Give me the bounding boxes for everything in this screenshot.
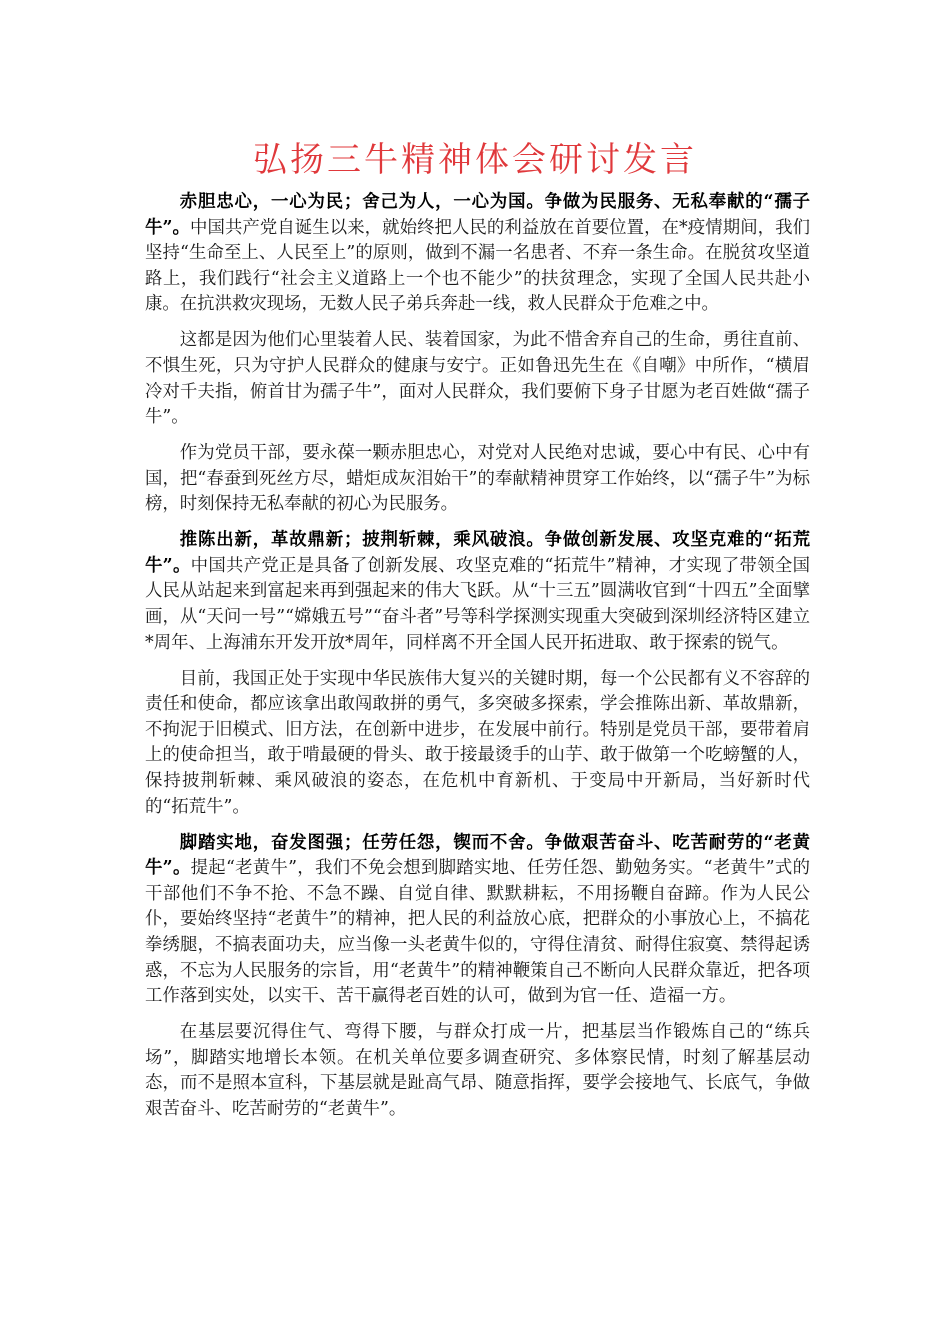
paragraph-2-text: 这都是因为他们心里装着人民、装着国家，为此不惜舍弃自己的生命，勇往直前、不惧生死，只为守护人民群众的健康与安宁。正如鲁迅先生在《自嘲》中所作，“横眉冷对千夫指，俯首甘为孺子牛”，面对人民群众，我们要俯下身子甘愿为老百姓做“孺子牛”。: [145, 330, 810, 428]
paragraph-1-text: 中国共产党自诞生以来，就始终把人民的利益放在首要位置，在*疫情期间，我们坚持“生命至上、人民至上”的原则，做到不漏一名患者、不弃一条生命。在脱贫攻坚道路上，我们践行“社会主义道路上一个也不能少”的扶贫理念，实现了全国人民共赴小康。在抗洪救灾现场，无数人民子弟兵奔赴一线，救人民群众于危难之中。: [145, 217, 810, 315]
paragraph-1-lead: 赤胆忠心，一心为民；舍己为人，一心为国。争做为民服务、无私奉献的“孺子牛”。: [145, 192, 810, 238]
paragraph-7-text: 在基层要沉得住气、弯得下腰，与群众打成一片，把基层当作锻炼自己的“练兵场”，脚踏实地增长本领。在机关单位要多调查研究、多体察民情，时刻了解基层动态，而不是照本宣科，下基层就是趾高气昂、随意指挥，要学会接地气、长底气，争做艰苦奋斗、吃苦耐劳的“老黄牛”。: [145, 1022, 810, 1119]
paragraph-3: [145, 441, 810, 518]
paragraph-3-text: 作为党员干部，要永葆一颗赤胆忠心，对党对人民绝对忠诚，要心中有民、心中有国，把“春蚕到死丝方尽，蜡炬成灰泪始干”的奉献精神贯穿工作始终，以“孺子牛”为标榜，时刻保持无私奉献的初心为民服务。: [145, 443, 810, 515]
document-title: 弘扬三牛精神体会研讨发言: [253, 140, 697, 180]
paragraph-6-lead: 脚踏实地，奋发图强；任劳任怨，锲而不舍。争做艰苦奋斗、吃苦耐劳的“老黄牛”。: [145, 832, 810, 879]
paragraph-2: [145, 328, 810, 430]
paragraph-4-lead: 推陈出新，革故鼎新；披荆斩棘，乘风破浪。争做创新发展、攻坚克难的“拓荒牛”。: [145, 530, 810, 576]
paragraph-7: [145, 1020, 810, 1122]
paragraph-6: [145, 831, 810, 1010]
paragraph-1: [145, 190, 810, 318]
paragraph-4-text: 中国共产党正是具备了创新发展、攻坚克难的“拓荒牛”精神，才实现了带领全国人民从站起来到富起来再到强起来的伟大飞跃。从“十三五”圆满收官到“十四五”全面擘画，从“天问一号”“嫦娥五号”“奋斗者”号等科学探测实现重大突破到深圳经济特区建立*周年、上海浦东开发开放*周年，同样离不开全国人民开拓进取、敢于探索的锐气。: [145, 555, 810, 653]
paragraph-5-text: 目前，我国正处于实现中华民族伟大复兴的关键时期，每一个公民都有义不容辞的责任和使命，都应该拿出敢闯敢拼的勇气，多突破多探索，学会推陈出新、革故鼎新，不拘泥于旧模式、旧方法，在创新中进步，在发展中前行。特别是党员干部，要带着肩上的使命担当，敢于啃最硬的骨头、敢于接最烫手的山芋、敢于做第一个吃螃蟹的人，保持披荆斩棘、乘风破浪的姿态，在危机中育新机、于变局中开新局，当好新时代的“拓荒牛”。: [145, 668, 810, 817]
paragraph-6-text: 提起“老黄牛”，我们不免会想到脚踏实地、任劳任怨、勤勉务实。“老黄牛”式的干部他们不争不抢、不急不躁、自觉自律、默默耕耘，不用扬鞭自奋蹄。作为人民公仆，要始终坚持“老黄牛”的精神，把人民的利益放心底，把群众的小事放心上，不搞花拳绣腿，不搞表面功夫，应当像一头老黄牛似的，守得住清贫、耐得住寂寞、禁得起诱惑，不忘为人民服务的宗旨，用“老黄牛”的精神鞭策自己不断向人民群众靠近，把各项工作落到实处，以实干、苦干赢得老百姓的认可，做到为官一任、造福一方。: [145, 858, 810, 1007]
document-body: [145, 190, 810, 1133]
paragraph-4: [145, 528, 810, 656]
paragraph-5: [145, 667, 810, 821]
